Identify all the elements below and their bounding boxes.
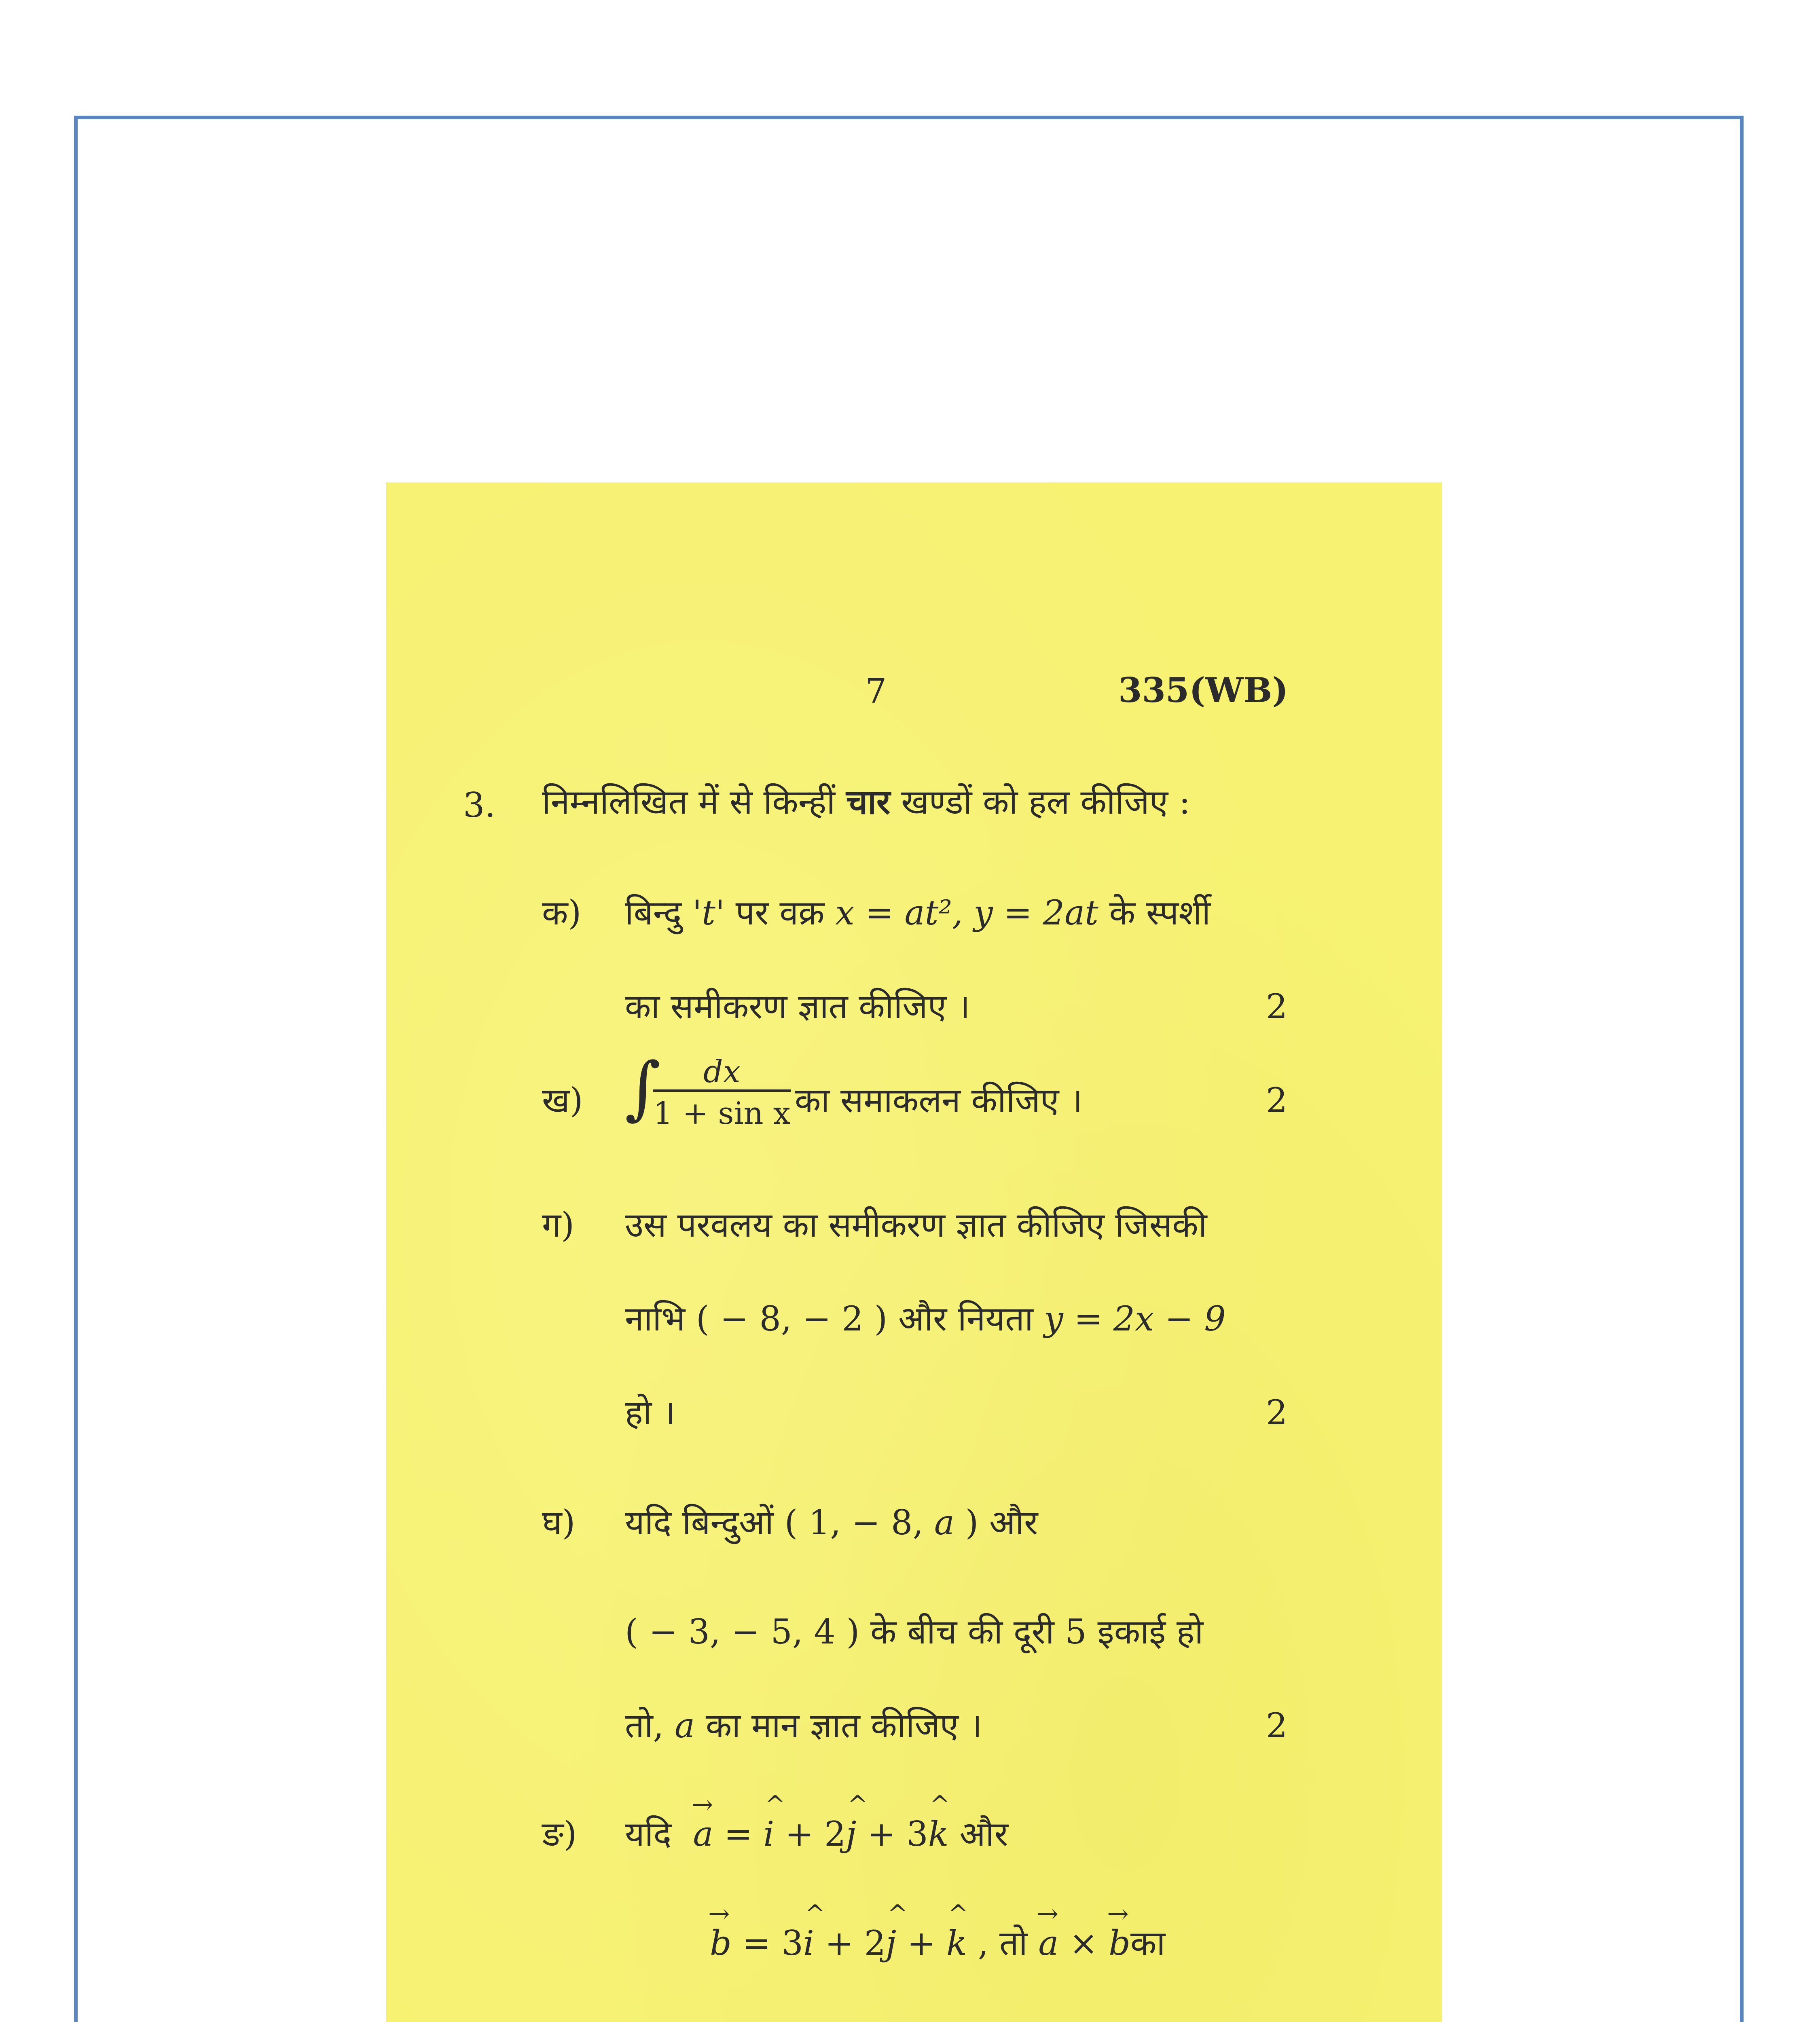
part-ga-line2: नाभि ( − 8, − 2 ) और नियता y = 2x − 9 — [625, 1299, 1226, 1339]
part-ka-label: क) — [542, 893, 582, 933]
part-kha-text: का समाकलन कीजिए । — [795, 1081, 1083, 1120]
part-ga-line3: हो । — [625, 1393, 675, 1432]
part-gha-line1: यदि बिन्दुओं ( 1, − 8, a ) और — [625, 1503, 1038, 1542]
exam-sheet — [386, 482, 1442, 2022]
integrand-fraction — [653, 1053, 791, 1131]
page-number: 7 — [865, 671, 887, 711]
part-ga-line1: उस परवलय का समीकरण ज्ञात कीजिए जिसकी — [625, 1205, 1207, 1245]
part-gha-line3: तो, a का मान ज्ञात कीजिए । — [625, 1706, 982, 1745]
part-nga-line2: → b = 3 ^ i + 2 ^ j + ^ k , तो → a × → bका — [708, 1899, 1166, 1963]
fraction-numerator: dx — [653, 1053, 791, 1092]
question-instruction: निम्नलिखित में से किन्हीं चार खण्डों को हल कीजिए : — [542, 782, 1191, 822]
part-gha-label: घ) — [542, 1503, 576, 1542]
integral-sign: ∫ — [625, 1048, 661, 1128]
part-ga-label: ग) — [542, 1205, 575, 1245]
question-number: 3. — [463, 785, 496, 825]
part-nga-line1: यदि → a = ^ i + 2 ^ j + 3 ^ k और — [625, 1790, 1008, 1854]
part-gha-line2: ( − 3, − 5, 4 ) के बीच की दूरी 5 इकाई हो — [625, 1612, 1204, 1652]
part-kha-marks: 2 — [1266, 1081, 1288, 1120]
part-kha-label: ख) — [542, 1081, 583, 1120]
fraction-denominator: 1 + sin x — [653, 1095, 791, 1131]
part-gha-marks: 2 — [1266, 1706, 1288, 1745]
part-ka-marks: 2 — [1266, 987, 1288, 1026]
part-ka-line2: का समीकरण ज्ञात कीजिए । — [625, 987, 970, 1026]
part-ga-marks: 2 — [1266, 1393, 1288, 1432]
part-nga-label: ङ) — [542, 1814, 577, 1854]
part-ka-line1: बिन्दु 't' पर वक्र x = at², y = 2at के स्पर्शी — [625, 893, 1211, 933]
paper-code: 335(WB) — [1118, 670, 1289, 710]
